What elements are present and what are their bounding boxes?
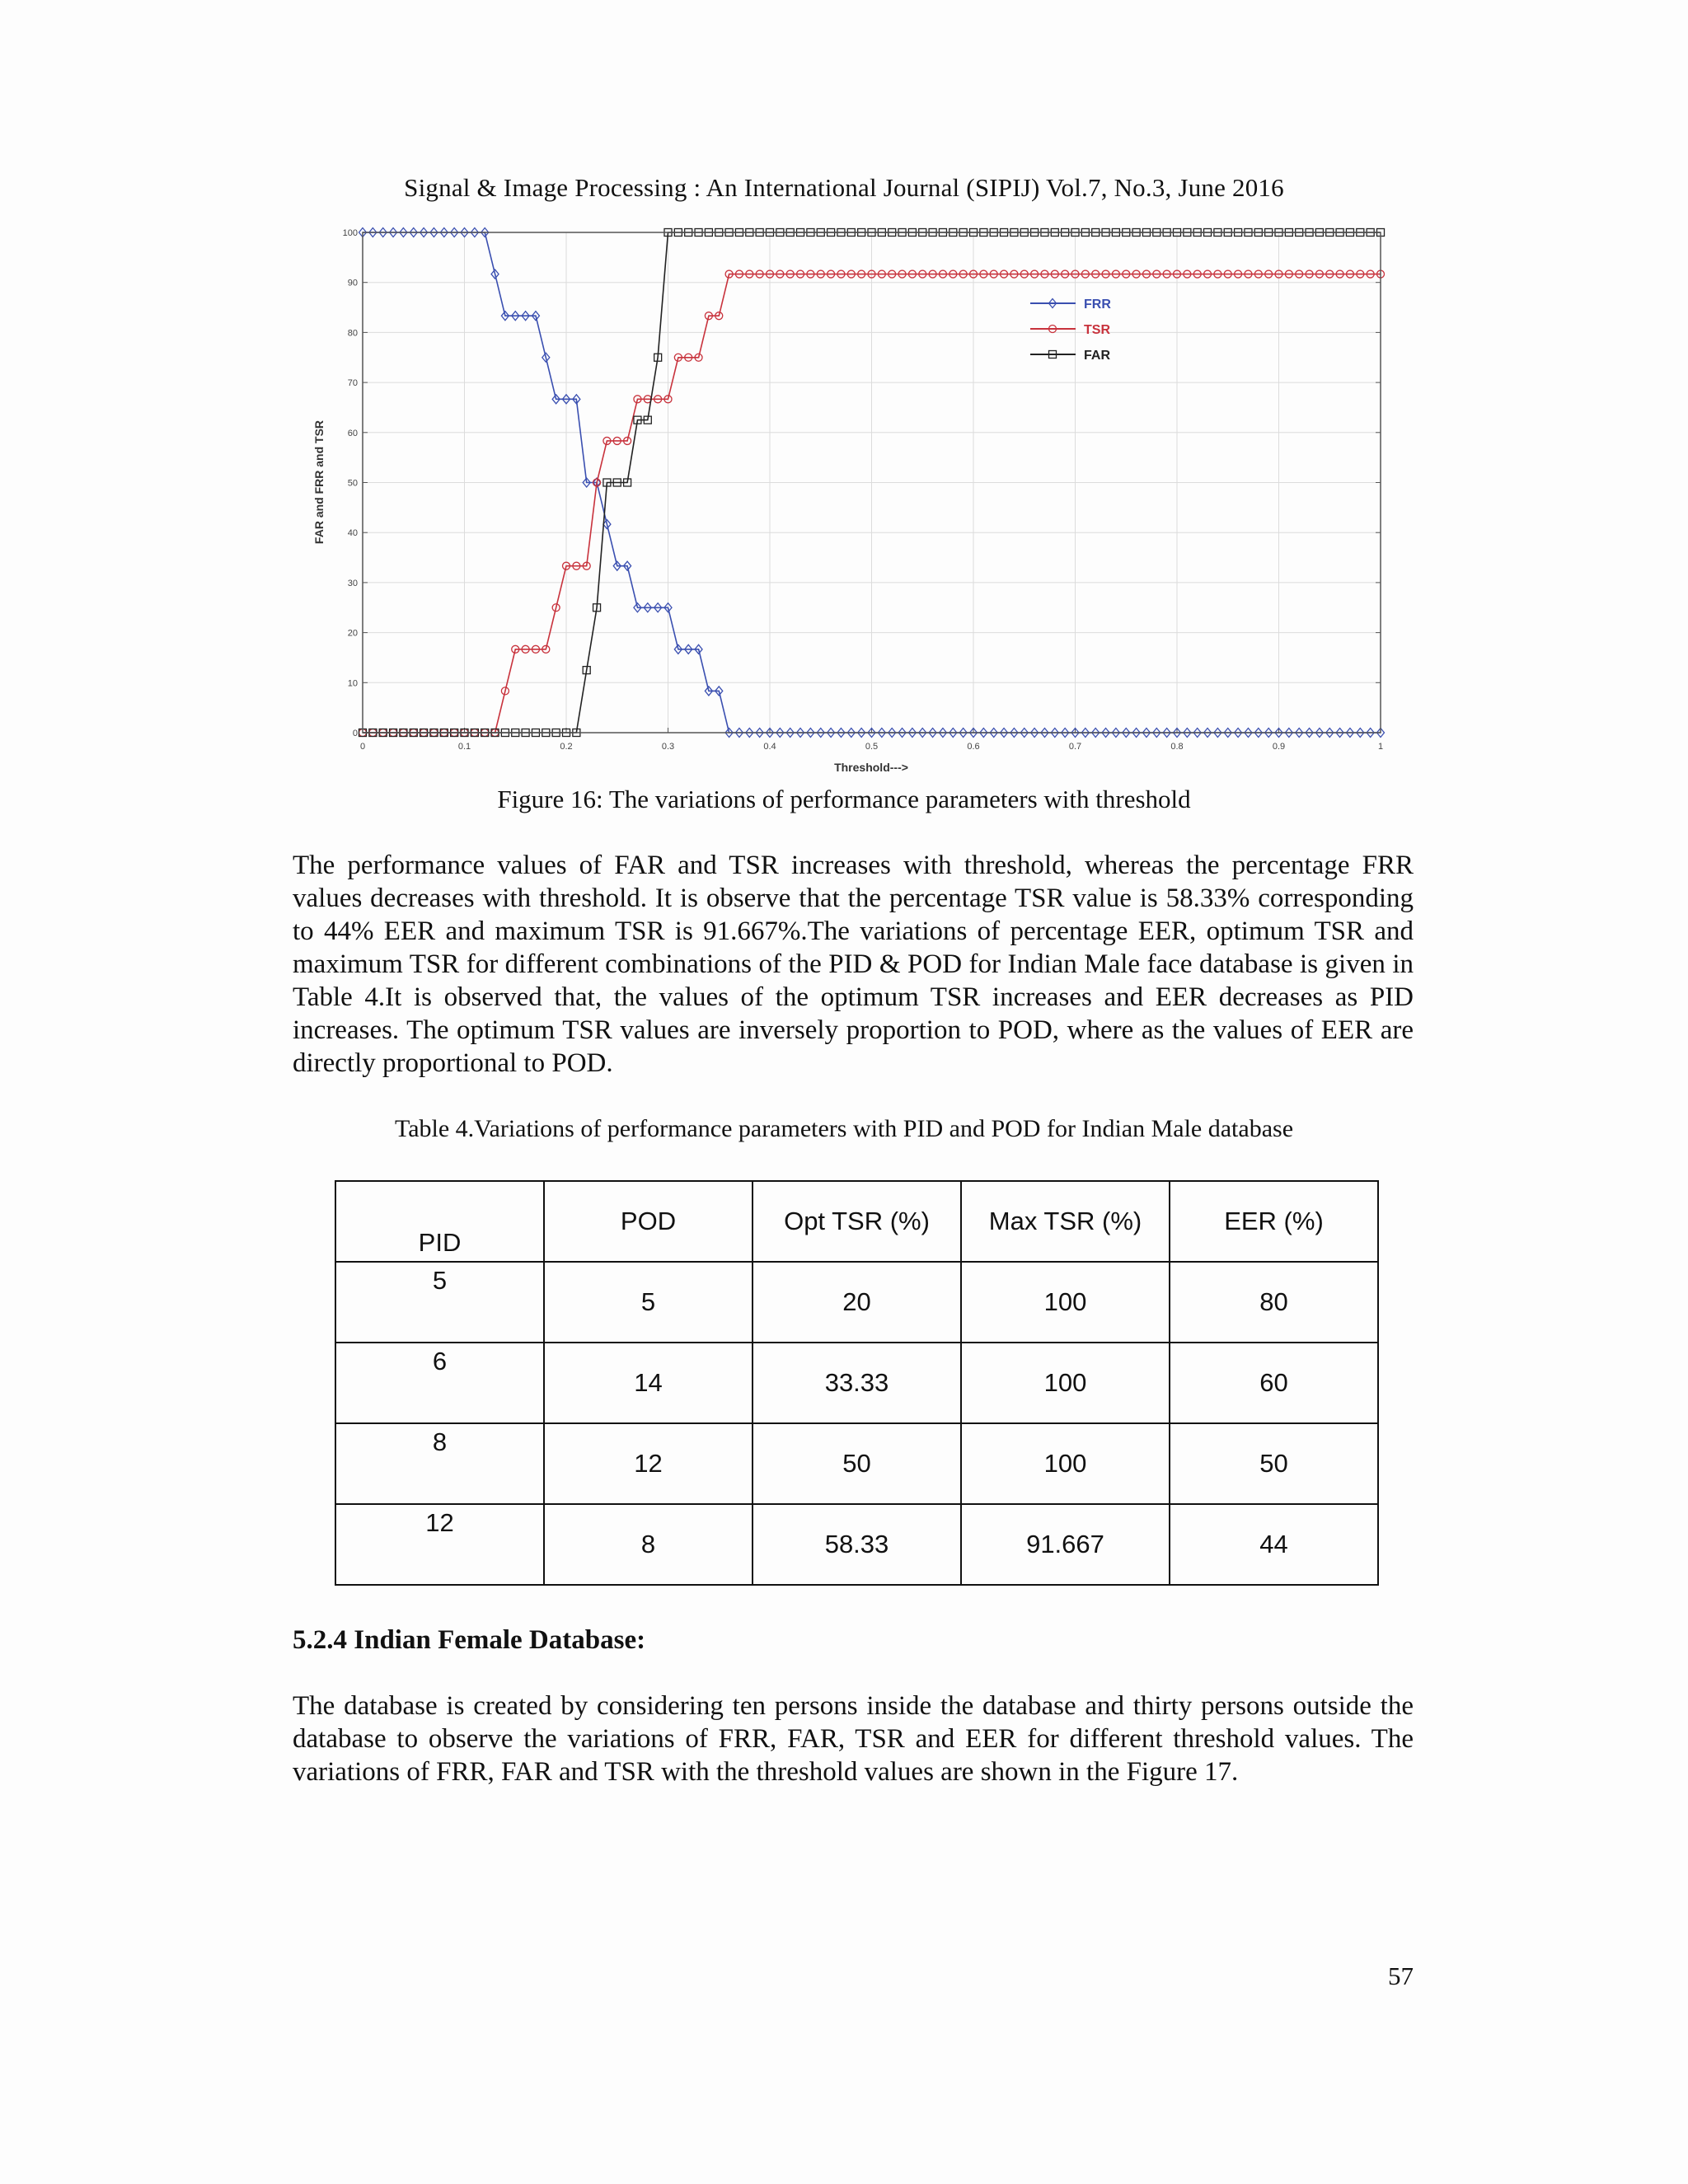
table-row	[335, 1504, 1378, 1585]
y-axis-label: FAR and FRR and TSR	[312, 419, 326, 545]
results-table	[335, 1180, 1379, 1586]
figure-16-chart	[305, 221, 1401, 781]
table-header-cell: Opt TSR (%)	[753, 1181, 961, 1262]
table-header-cell	[335, 1181, 544, 1262]
table-cell: 12	[544, 1423, 753, 1504]
table-cell: 50	[753, 1423, 961, 1504]
table-cell: 100	[961, 1343, 1170, 1423]
pid-value: 8	[432, 1427, 448, 1456]
table-header-cell: EER (%)	[1170, 1181, 1378, 1262]
x-tick-label: 0.8	[1170, 742, 1184, 752]
legend-label-frr: FRR	[1084, 298, 1111, 312]
section-heading: 5.2.4 Indian Female Database:	[293, 1625, 646, 1655]
table-header-cell: POD	[544, 1181, 753, 1262]
y-tick-label: 10	[347, 678, 358, 689]
table-cell	[335, 1423, 544, 1504]
table-cell: 8	[544, 1504, 753, 1585]
y-tick-label: 40	[347, 528, 358, 539]
table-cell: 5	[544, 1262, 753, 1343]
table-cell	[335, 1504, 544, 1585]
table-cell: 58.33	[753, 1504, 961, 1585]
x-tick-label: 0.5	[865, 742, 879, 752]
table-row	[335, 1423, 1378, 1504]
table-caption: Table 4.Variations of performance parameters with PID and POD for Indian Male database	[394, 1115, 1294, 1142]
x-tick-label: 0	[359, 742, 366, 752]
x-axis-label: Threshold--->	[834, 761, 908, 774]
y-tick-label: 60	[347, 428, 358, 438]
pid-value: 12	[425, 1508, 454, 1537]
table-cell: 80	[1170, 1262, 1378, 1343]
table-cell: 60	[1170, 1343, 1378, 1423]
table-cell: 100	[961, 1423, 1170, 1504]
table-cell: 100	[961, 1262, 1170, 1343]
pid-value: 5	[432, 1266, 448, 1295]
body-paragraph: The database is created by considering ten persons inside the database and thirty persons outside the database to observe the variations of FRR, FAR, TSR and EER for different threshold values. The variations of FRR, FAR and TSR with the threshold values are shown in the Figure 17.	[293, 1691, 1414, 1787]
chart-svg	[305, 221, 1401, 781]
table-cell: 91.667	[961, 1504, 1170, 1585]
table-cell	[335, 1343, 544, 1423]
table-cell: 44	[1170, 1504, 1378, 1585]
table-cell: 33.33	[753, 1343, 961, 1423]
y-tick-label: 70	[347, 378, 358, 389]
x-tick-label: 0.6	[967, 742, 980, 752]
x-tick-label: 0.4	[763, 742, 776, 752]
x-tick-label: 0.9	[1272, 742, 1286, 752]
body-paragraph: The performance values of FAR and TSR increases with threshold, whereas the percentage FRR values decreases with threshold. It is observe that the percentage TSR value is 58.33% corresponding to 44% EER and maximum TSR is 91.667%.The variations of percentage EER, optimum TSR and maximum TSR for different combinations of the PID & POD for Indian Male face database is given in Table 4.It is observed that, the values of the optimum TSR increases and EER decreases as PID increases. The optimum TSR values are inversely proportion to POD, where as the values of EER are directly proportional to POD.	[293, 851, 1414, 1078]
pid-value: 6	[432, 1347, 448, 1376]
x-tick-label: 0.1	[457, 742, 471, 752]
legend-label-tsr: TSR	[1084, 323, 1110, 337]
page-number: 57	[1388, 1961, 1414, 1990]
table-cell: 20	[753, 1262, 961, 1343]
table-cell: 50	[1170, 1423, 1378, 1504]
y-tick-label: 30	[347, 578, 358, 588]
x-tick-label: 0.3	[661, 742, 675, 752]
y-tick-label: 20	[347, 628, 358, 639]
y-tick-label: 50	[347, 478, 358, 489]
y-tick-label: 0	[352, 729, 358, 738]
table-header-cell: Max TSR (%)	[961, 1181, 1170, 1262]
table-row	[335, 1262, 1378, 1343]
y-tick-label: 100	[342, 228, 358, 238]
table-row	[335, 1343, 1378, 1423]
x-tick-label: 0.2	[560, 742, 573, 752]
table-cell: 14	[544, 1343, 753, 1423]
table-header-row	[335, 1181, 1378, 1262]
running-header: Signal & Image Processing : An International Journal (SIPIJ) Vol.7, No.3, June 2016	[404, 173, 1284, 202]
x-tick-label: 1	[1377, 742, 1384, 752]
header-pid: PID	[418, 1228, 462, 1257]
table-cell	[335, 1262, 544, 1343]
y-tick-label: 90	[347, 278, 358, 288]
x-tick-label: 0.7	[1068, 742, 1082, 752]
figure-caption: Figure 16: The variations of performance parameters with threshold	[497, 785, 1191, 813]
y-tick-label: 80	[347, 328, 358, 339]
legend-label-far: FAR	[1084, 349, 1110, 363]
